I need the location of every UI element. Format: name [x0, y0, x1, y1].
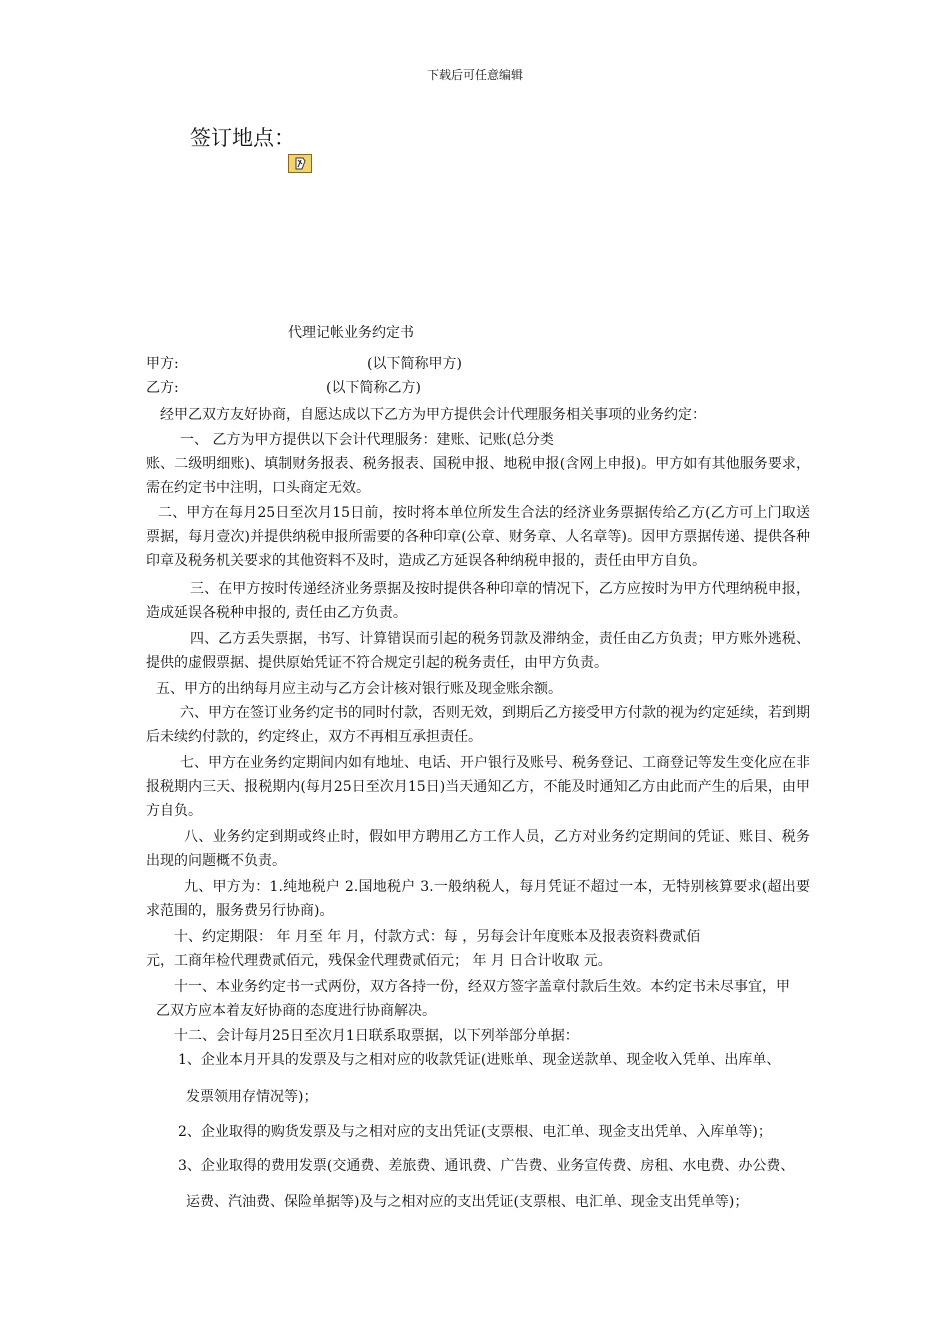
clause-9: 九、甲方为：1.纯地税户 2.国地税户 3.一般纳税人，每月凭证不超过一本，无特别核算要求(超出要求范围的，服务费另行协商)。 — [146, 879, 810, 919]
item-3-line-2: 运费、汽油费、保险单据等)及与之相对应的支出凭证(支票根、电汇单、现金支出凭单等)； — [186, 1194, 749, 1210]
item-2: 2、企业取得的购货发票及与之相对应的支出凭证(支票根、电汇单、现金支出凭单、入库单等)； — [178, 1124, 772, 1140]
intro-paragraph: 经甲乙双方友好协商，自愿达成以下乙方为甲方提供会计代理服务相关事项的业务约定： — [160, 407, 706, 423]
clause-11-line-1: 十一、本业务约定书一式两份，双方各持一份，经双方签字盖章付款后生效。本约定书未尽事宜，甲 — [174, 979, 790, 995]
party-b-label: 乙方: — [146, 380, 179, 396]
clause-3: 三、在甲方按时传递经济业务票据及按时提供各种印章的情况下，乙方应按时为甲方代理纳税申报，造成延误各税种申报的, 责任由乙方负责。 — [146, 581, 810, 621]
item-3-line-1: 3、企业取得的费用发票(交通费、差旅费、通讯费、广告费、业务宣传费、房租、水电费、办公费、 — [178, 1158, 795, 1174]
party-a-note: (以下简称甲方) — [367, 356, 462, 372]
party-a-label: 甲方: — [146, 356, 179, 372]
clause-11-line-2: 乙双方应本着友好协商的态度进行协商解决。 — [156, 1003, 436, 1019]
clause-12: 十二、会计每月25日至次月1日联系取票据，以下列举部分单据： — [174, 1028, 579, 1044]
party-b-note: (以下简称乙方) — [326, 380, 421, 396]
clause-5: 五、甲方的出纳每月应主动与乙方会计核对银行账及现金账余额。 — [156, 681, 562, 697]
clause-2: 二、甲方在每月25日至次月15日前，按时将本单位所发生合法的经济业务票据传给乙方(乙方可上门取送票据，每月壹次)并提供纳税申报所需要的各种印章(公章、财务章、人名章等)。因甲方票据传递、提供各种印章及税务机关要求的其他资料不及时，造成乙方延误各种纳税申报的，责任由甲方自负。 — [146, 505, 810, 569]
item-1-line-1: 1、企业本月开具的发票及与之相对应的收款凭证(进账单、现金送款单、现金收入凭单、出库单、 — [178, 1052, 781, 1068]
clause-1-rest: 账、二级明细账)、填制财务报表、税务报表、国税申报、地税申报(含网上申报)。甲方如有其他服务要求，需在约定书中注明，口头商定无效。 — [146, 456, 810, 496]
clause-4: 四、乙方丢失票据，书写、计算错误而引起的税务罚款及滞纳金，责任由乙方负责；甲方账外逃税、提供的虚假票据、提供原始凭证不符合规定引起的税务责任，由甲方负责。 — [146, 631, 810, 671]
clause-6: 六、甲方在签订业务约定书的同时付款，否则无效，到期后乙方接受甲方付款的视为约定延续，若到期后未续约付款的，约定终止，双方不再相互承担责任。 — [146, 705, 810, 745]
contract-title: 代理记帐业务约定书 — [288, 325, 414, 341]
clause-10-line-1: 十、约定期限： 年 月至 年 月，付款方式：每 ，另每会计年度账本及报表资料费贰佰 — [174, 929, 701, 945]
embedded-object-icon[interactable] — [288, 154, 312, 173]
page-header-note: 下载后可任意编辑 — [426, 68, 523, 82]
clause-1-first-line: 一、 乙方为甲方提供以下会计代理服务：建账、记账(总分类 — [180, 432, 554, 448]
clause-8: 八、业务约定到期或终止时，假如甲方聘用乙方工作人员，乙方对业务约定期间的凭证、账目、税务出现的问题概不负责。 — [146, 829, 810, 869]
item-1-line-2: 发票领用存情况等)； — [186, 1089, 318, 1105]
signing-place-label: 签订地点： — [190, 126, 295, 150]
clause-10-line-2: 元，工商年检代理费贰佰元，残保金代理费贰佰元； 年 月 日合计收取 元。 — [146, 953, 612, 969]
clause-7: 七、甲方在业务约定期间内如有地址、电话、开户银行及账号、税务登记、工商登记等发生变化应在非报税期内三天、报税期内(每月25日至次月15日)当天通知乙方，不能及时通知乙方由此而产生的后果，由甲方自负。 — [146, 755, 810, 819]
